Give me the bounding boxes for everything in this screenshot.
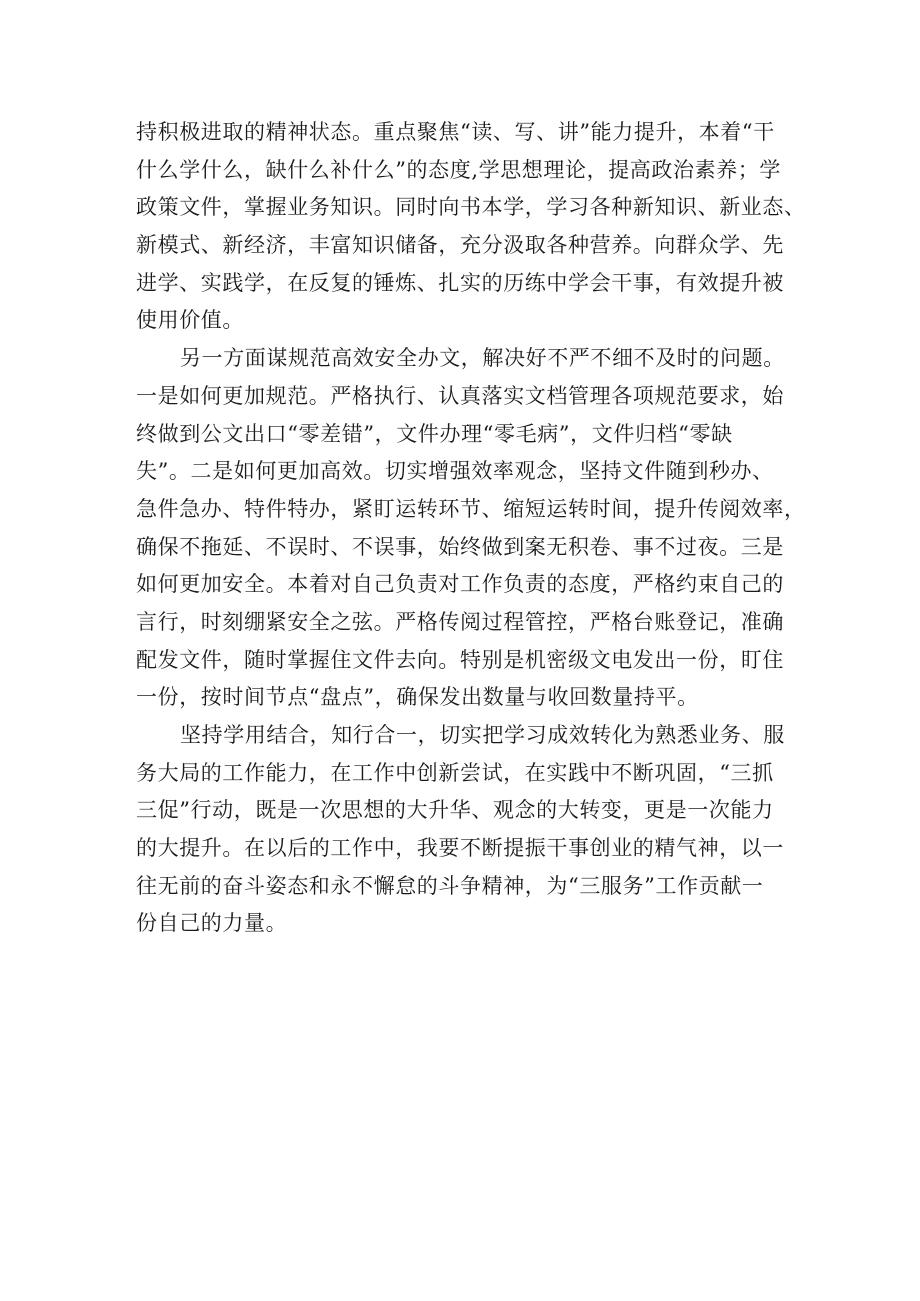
text-line: 言行，时刻绷紧安全之弦。严格传阅过程管控，严格台账登记，准确 [136,609,784,634]
text-line: 新模式、新经济，丰富知识储备，充分汲取各种营养。向群众学、先 [136,233,784,258]
text-line: 另一方面谋规范高效安全办文，解决好不严不细不及时的问题。 [180,346,785,371]
text-line: 什么学什么，缺什么补什么”的态度,学思想理论，提高政治素养；学 [136,157,782,182]
text-line: 进学、实践学，在反复的锤炼、扎实的历练中学会干事，有效提升被 [136,270,784,295]
text-line: 份自己的力量。 [136,911,288,936]
paragraph-1 [136,114,826,340]
paragraph-3 [136,717,826,943]
text-line: 急件急办、特件特办，紧盯运转环节、缩短运转时间，提升传阅效率， [136,496,806,521]
text-line: 的大提升。在以后的工作中，我要不断提振干事创业的精气神，以一 [136,836,784,861]
text-line: 使用价值。 [136,308,244,333]
document-body [136,114,826,943]
text-line: 失”。二是如何更加高效。切实增强效率观念，坚持文件随到秒办、 [136,459,774,484]
paragraph-2 [136,340,826,717]
text-line: 如何更加安全。本着对自己负责对工作负责的态度，严格约束自己的 [136,572,784,597]
text-line: 务大局的工作能力，在工作中创新尝试，在实践中不断巩固，“三抓 [136,760,774,785]
text-line: 坚持学用结合，知行合一，切实把学习成效转化为熟悉业务、服 [180,723,785,747]
text-line: 政策文件，掌握业务知识。同时向书本学，学习各种新知识、新业态、 [136,195,806,220]
text-line: 确保不拖延、不误时、不误事，始终做到案无积卷、事不过夜。三是 [136,534,784,559]
text-line: 一是如何更加规范。严格执行、认真落实文档管理各项规范要求，始 [136,383,784,408]
text-line: 持积极进取的精神状态。重点聚焦“读、写、讲”能力提升，本着“干 [136,120,775,144]
text-line: 配发文件，随时掌握住文件去向。特别是机密级文电发出一份，盯住 [136,647,784,672]
text-line: 三促”行动，既是一次思想的大升华、观念的大转变，更是一次能力 [136,798,774,823]
text-line: 往无前的奋斗姿态和永不懈怠的斗争精神，为“三服务”工作贡献一 [136,873,764,898]
text-line: 终做到公文出口“零差错”，文件办理“零毛病”，文件归档“零缺 [136,421,733,446]
text-line: 一份，按时间节点“盘点”，确保发出数量与收回数量持平。 [136,685,699,710]
